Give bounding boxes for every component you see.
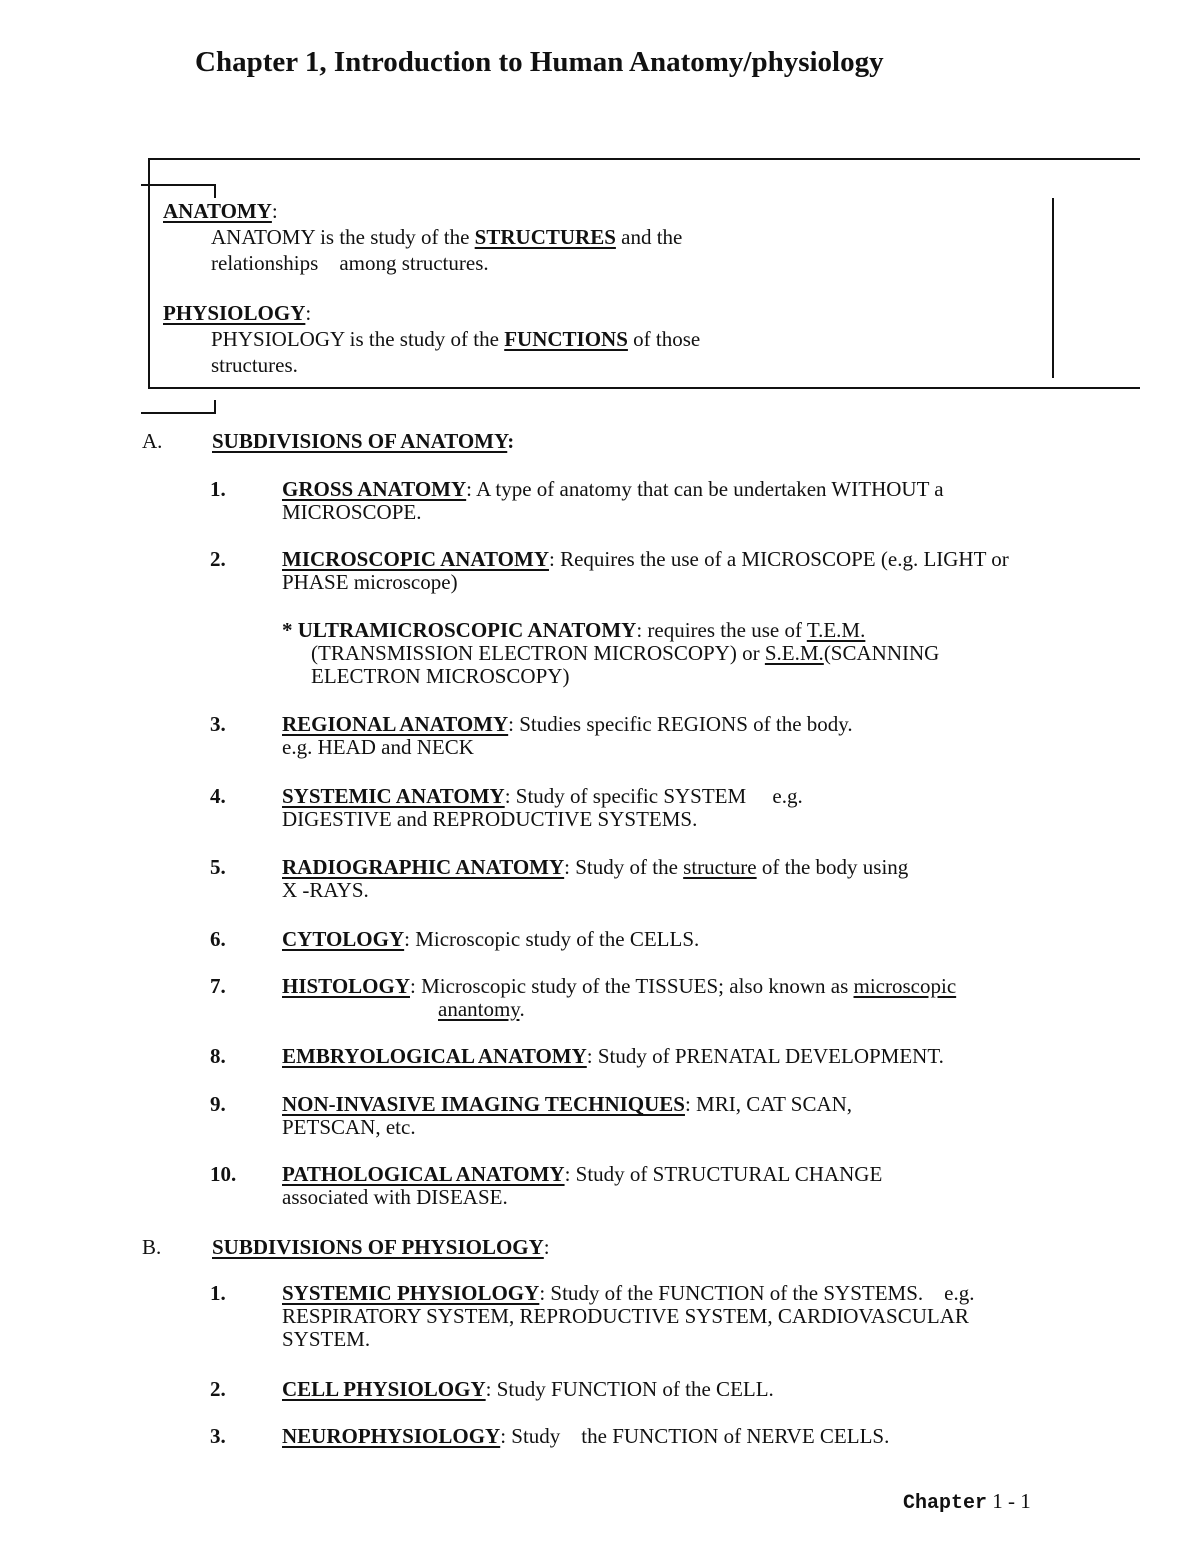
item-term: NEUROPHYSIOLOGY: [282, 1424, 501, 1448]
definition-text: ANATOMY is the study of the: [211, 225, 475, 249]
item-text: : Study of the: [564, 855, 684, 879]
tem-abbreviation: T.E.M.: [806, 618, 866, 642]
item-text-line-2: associated with DISEASE.: [282, 1185, 508, 1209]
item-term: SYSTEMIC PHYSIOLOGY: [282, 1281, 540, 1305]
page-footer: [903, 1490, 1031, 1515]
item-term: GROSS ANATOMY: [282, 477, 467, 501]
section-letter: B.: [142, 1235, 162, 1259]
item-text-line-2: PETSCAN, etc.: [282, 1115, 416, 1139]
section-letter: A.: [142, 429, 163, 453]
colon: :: [305, 301, 312, 325]
box-tab-top-tick: [214, 184, 216, 198]
structures-keyword: STRUCTURES: [474, 225, 616, 249]
item-text-line-2: X -RAYS.: [282, 878, 369, 902]
item-term: EMBRYOLOGICAL ANATOMY: [282, 1044, 587, 1068]
item-number: 8.: [210, 1044, 226, 1068]
list-item-cytology: [210, 928, 1060, 951]
item-term: REGIONAL ANATOMY: [282, 712, 509, 736]
item-text: : Studies specific REGIONS of the body.: [508, 712, 853, 736]
page-title: Chapter 1, Introduction to Human Anatomy/physiology: [195, 46, 884, 78]
anatomy-definition-line-2: relationships among structures.: [211, 251, 489, 275]
item-text: : Microscopic study of the TISSUES; also known as: [410, 974, 854, 998]
item-text: : MRI, CAT SCAN,: [684, 1092, 853, 1116]
item-text: of the body using: [756, 855, 909, 879]
footer-label: Chapter: [903, 1492, 988, 1515]
item-number: 1.: [210, 1281, 226, 1305]
item-term: PATHOLOGICAL ANATOMY: [282, 1162, 565, 1186]
list-item-radiographic-anatomy: [210, 856, 1060, 902]
item-number: 2.: [210, 547, 226, 571]
box-tab-bottom: [141, 412, 216, 414]
item-text: : Study the FUNCTION of NERVE CELLS.: [500, 1424, 890, 1448]
section-a-heading: [142, 430, 514, 453]
item-term: SYSTEMIC ANATOMY: [282, 784, 505, 808]
list-item-systemic-anatomy: [210, 785, 1060, 831]
box-tab-bottom-tick: [214, 400, 216, 414]
list-item-regional-anatomy: [210, 713, 1060, 759]
item-number: 7.: [210, 974, 226, 998]
physiology-definition-line-2: structures.: [211, 353, 298, 377]
item-number: 5.: [210, 855, 226, 879]
item-number: 6.: [210, 927, 226, 951]
box-top-border: [148, 158, 1140, 160]
page-number: 1 - 1: [987, 1489, 1031, 1513]
item-text: : Study of PRENATAL DEVELOPMENT.: [586, 1044, 944, 1068]
functions-keyword: FUNCTIONS: [504, 327, 628, 351]
microscopic-keyword: microscopic: [853, 974, 957, 998]
item-text: : Study of specific SYSTEM e.g.: [504, 784, 803, 808]
item-number: 10.: [210, 1162, 237, 1186]
anatomy-heading: ANATOMY: [163, 199, 272, 223]
definition-text: of those: [627, 327, 701, 351]
box-left-border: [148, 158, 150, 388]
item-text: : requires the use of: [636, 618, 807, 642]
item-term: HISTOLOGY: [282, 974, 410, 998]
sem-abbreviation: S.E.M.: [764, 641, 824, 665]
item-number: 3.: [210, 712, 226, 736]
anatomy-keyword: anantomy: [438, 997, 520, 1021]
colon: :: [507, 429, 515, 453]
list-item-pathological-anatomy: [210, 1163, 1060, 1209]
item-term: NON-INVASIVE IMAGING TECHNIQUES: [282, 1092, 685, 1116]
anatomy-definition-heading: [163, 200, 278, 223]
item-text-line-2: e.g. HEAD and NECK: [282, 735, 474, 759]
item-text: (TRANSMISSION ELECTRON MICROSCOPY) or: [311, 641, 765, 665]
item-text: : Study of STRUCTURAL CHANGE: [564, 1162, 883, 1186]
ultramicroscopic-line-2: [311, 642, 939, 665]
item-term: CYTOLOGY: [282, 927, 405, 951]
item-number: 3.: [210, 1424, 226, 1448]
item-text-line-2: DIGESTIVE and REPRODUCTIVE SYSTEMS.: [282, 807, 698, 831]
list-item-cell-physiology: [210, 1378, 1060, 1401]
item-text: : Requires the use of a MICROSCOPE (e.g. LIGHT or PHASE microscope): [282, 547, 1009, 594]
physiology-definition-heading: [163, 302, 311, 325]
item-number: 1.: [210, 477, 226, 501]
section-title: SUBDIVISIONS OF PHYSIOLOGY: [212, 1235, 544, 1259]
definition-text: and the: [615, 225, 683, 249]
box-tab-top: [141, 184, 216, 186]
structure-keyword: structure: [683, 855, 757, 879]
item-text: .: [519, 997, 525, 1021]
ultramicroscopic-line-1: [282, 619, 865, 642]
list-item-neurophysiology: [210, 1425, 1060, 1448]
list-item-embryological-anatomy: [210, 1045, 1060, 1068]
physiology-heading: PHYSIOLOGY: [163, 301, 306, 325]
list-item-gross-anatomy: [210, 478, 1060, 524]
box-bottom-border: [148, 387, 1140, 389]
item-term: RADIOGRAPHIC ANATOMY: [282, 855, 565, 879]
ultramicroscopic-line-3: ELECTRON MICROSCOPY): [311, 664, 570, 688]
section-b-heading: [142, 1236, 550, 1259]
item-number: 9.: [210, 1092, 226, 1116]
item-term: * ULTRAMICROSCOPIC ANATOMY: [282, 618, 637, 642]
anatomy-definition-line-1: [211, 226, 682, 249]
item-term: CELL PHYSIOLOGY: [282, 1377, 486, 1401]
item-text: : A type of anatomy that can be undertaken WITHOUT a MICROSCOPE.: [282, 477, 944, 524]
item-text: : Study FUNCTION of the CELL.: [485, 1377, 774, 1401]
item-text: : Microscopic study of the CELLS.: [404, 927, 700, 951]
list-item-imaging-techniques: [210, 1093, 1060, 1139]
colon: :: [543, 1235, 550, 1259]
list-item-histology: [210, 975, 1060, 1021]
physiology-definition-line-1: [211, 328, 700, 351]
item-number: 2.: [210, 1377, 226, 1401]
list-item-systemic-physiology: [210, 1282, 1060, 1351]
item-text: : Study of the FUNCTION of the SYSTEMS. e.g. RESPIRATORY SYSTEM, REPRODUCTIVE SYSTEM, CARDIOVASCULAR SYSTEM.: [282, 1281, 980, 1351]
item-number: 4.: [210, 784, 226, 808]
section-title: SUBDIVISIONS OF ANATOMY: [212, 429, 508, 453]
colon: :: [271, 199, 278, 223]
item-term: MICROSCOPIC ANATOMY: [282, 547, 549, 571]
definition-text: PHYSIOLOGY is the study of the: [211, 327, 505, 351]
item-text: (SCANNING: [823, 641, 940, 665]
list-item-microscopic-anatomy: [210, 548, 1010, 594]
box-right-border: [1052, 198, 1054, 378]
